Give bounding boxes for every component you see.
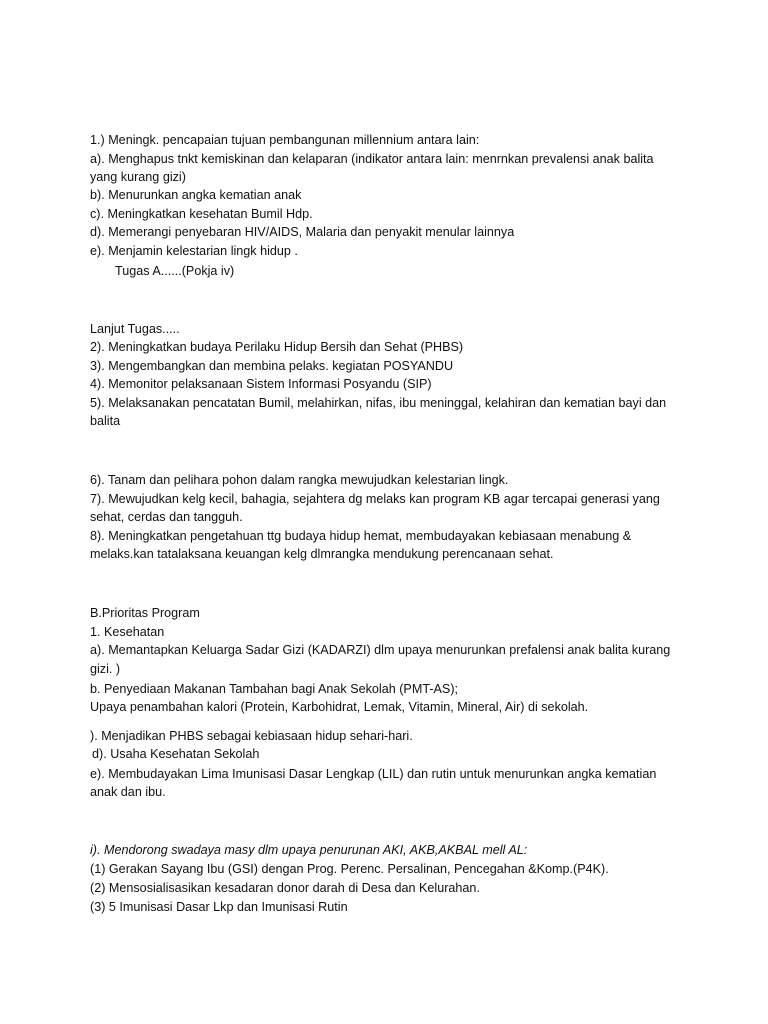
text-line: a). Menghapus tnkt kemiskinan dan kelaparan (indikator antara lain: menrnkan prevalensi anak balita xyxy=(90,152,654,166)
text-line: i). Mendorong swadaya masy dlm upaya penurunan AKI, AKB,AKBAL mell AL: xyxy=(90,843,528,857)
text-line: 2). Meningkatkan budaya Perilaku Hidup Bersih dan Sehat (PHBS) xyxy=(90,340,464,354)
text-line: e). Membudayakan Lima Imunisasi Dasar Lengkap (LIL) dan rutin untuk menurunkan angka kematian xyxy=(90,767,657,781)
text-line: 6). Tanam dan pelihara pohon dalam rangka mewujudkan kelestarian lingk. xyxy=(90,473,509,487)
text-line: (1) Gerakan Sayang Ibu (GSI) dengan Prog. Perenc. Persalinan, Pencegahan &Komp.(P4K). xyxy=(90,862,609,876)
section-heading: B.Prioritas Program xyxy=(90,606,200,620)
text-line: anak dan ibu. xyxy=(90,785,166,799)
text-line: b). Menurunkan angka kematian anak xyxy=(90,188,302,202)
text-line: (2) Mensosialisasikan kesadaran donor darah di Desa dan Kelurahan. xyxy=(90,881,480,895)
text-line: melaks.kan tatalaksana keuangan kelg dlmrangka mendukung perencanaan sehat. xyxy=(90,547,554,561)
text-line: Tugas A......(Pokja iv) xyxy=(115,264,235,278)
text-line: Upaya penambahan kalori (Protein, Karbohidrat, Lemak, Vitamin, Mineral, Air) di sekolah. xyxy=(90,700,589,714)
text-line: gizi. ) xyxy=(90,662,121,676)
text-line: (3) 5 Imunisasi Dasar Lkp dan Imunisasi Rutin xyxy=(90,900,348,914)
text-line: a). Memantapkan Keluarga Sadar Gizi (KADARZI) dlm upaya menurunkan prefalensi anak balita kurang xyxy=(90,643,671,657)
text-line: Lanjut Tugas..... xyxy=(90,322,180,336)
text-line: e). Menjamin kelestarian lingk hidup . xyxy=(90,244,298,258)
text-line: sehat, cerdas dan tangguh. xyxy=(90,510,243,524)
text-line: d). Memerangi penyebaran HIV/AIDS, Malaria dan penyakit menular lainnya xyxy=(90,225,515,239)
text-line: ). Menjadikan PHBS sebagai kebiasaan hidup sehari-hari. xyxy=(90,729,413,743)
text-line: d). Usaha Kesehatan Sekolah xyxy=(92,747,260,761)
text-line: 4). Memonitor pelaksanaan Sistem Informasi Posyandu (SIP) xyxy=(90,377,432,391)
text-line: yang kurang gizi) xyxy=(90,170,186,184)
text-line: 5). Melaksanakan pencatatan Bumil, melahirkan, nifas, ibu meninggal, kelahiran dan kematian bayi dan xyxy=(90,396,667,410)
text-line: 3). Mengembangkan dan membina pelaks. kegiatan POSYANDU xyxy=(90,359,454,373)
text-line: b. Penyediaan Makanan Tambahan bagi Anak Sekolah (PMT-AS); xyxy=(90,682,459,696)
text-line: balita xyxy=(90,414,121,428)
text-line: 1.) Meningk. pencapaian tujuan pembangunan millennium antara lain: xyxy=(90,133,480,147)
subsection-heading: 1. Kesehatan xyxy=(90,625,165,639)
text-line: 7). Mewujudkan kelg kecil, bahagia, sejahtera dg melaks kan program KB agar tercapai generasi yang xyxy=(90,492,660,506)
text-line: c). Meningkatkan kesehatan Bumil Hdp. xyxy=(90,207,313,221)
text-line: 8). Meningkatkan pengetahuan ttg budaya hidup hemat, membudayakan kebiasaan menabung & xyxy=(90,529,632,543)
